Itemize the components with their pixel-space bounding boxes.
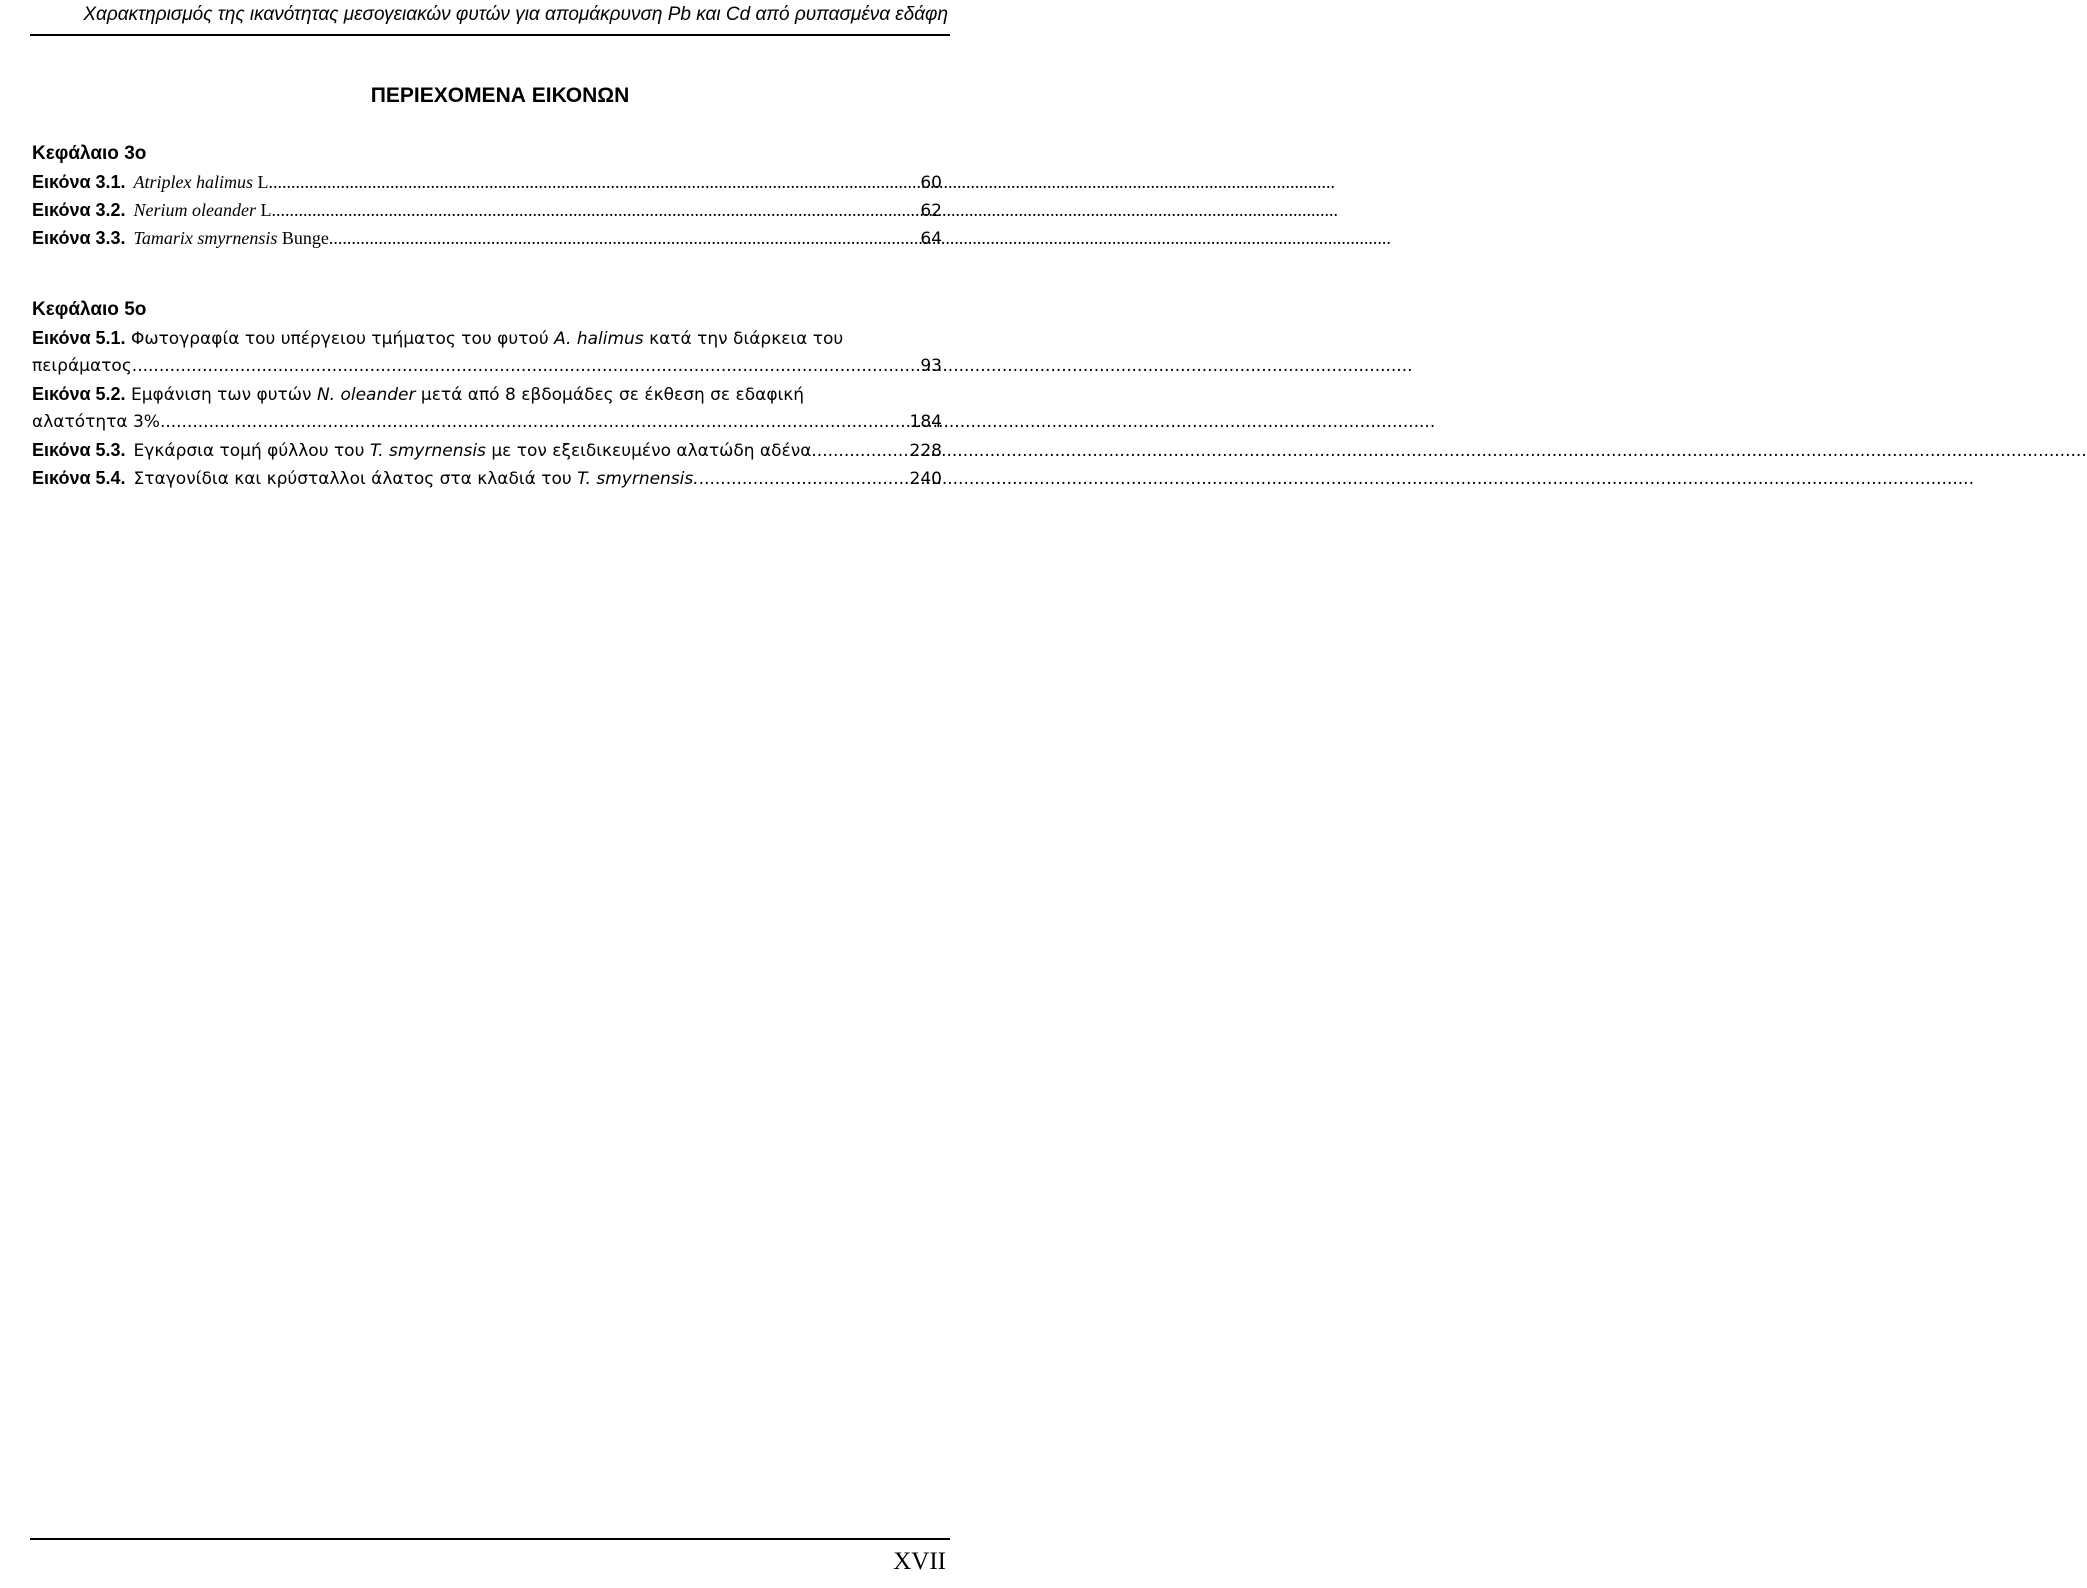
figure-label: Εικόνα 5.2. [32,384,126,404]
leader-dots [811,437,909,465]
leader-dots [160,408,910,436]
toc-entry[interactable] [32,196,942,224]
caption-text: μετά από 8 εβδομάδες σε έκθεση σε εδαφική [415,385,805,405]
chapter-heading: Κεφάλαιο 5ο [32,299,147,320]
figure-label: Εικόνα 5.4. [32,468,126,488]
page-title: ΠΕΡΙΕΧΟΜΕΝΑ ΕΙΚΟΝΩΝ [370,84,630,107]
page-ref: 93 [920,356,942,376]
page-ref: 64 [920,229,942,249]
caption-text: Εγκάρσια τομή φύλλου του [133,441,370,461]
page-ref: 228 [909,441,942,461]
page-ref: 60 [920,173,942,193]
author: Bunge [277,228,329,248]
toc-chapter-5 [32,296,942,492]
toc-entry[interactable] [32,436,942,464]
header-rule [30,34,950,36]
leader-dots [699,465,910,493]
caption-text: με τον εξειδικευμένο αλατώδη αδένα [485,441,812,461]
caption-text: Εμφάνιση των φυτών [130,385,317,405]
species-name: N. oleander [316,385,416,405]
species-name: A. halimus [554,329,644,349]
page-ref: 184 [909,412,942,432]
species-name: T. smyrnensis. [577,469,699,489]
figure-label: Εικόνα 5.1. [32,328,126,348]
species-name: Nerium oleander [133,200,257,220]
leader-dots [329,224,920,252]
caption-text: κατά την διάρκεια του [643,329,844,349]
figure-label: Εικόνα 5.3. [32,440,126,460]
page-ref: 62 [920,201,942,221]
leader-dots [137,352,920,380]
toc-entry[interactable] [32,464,942,492]
toc-entry[interactable] [32,408,942,436]
toc-chapter-3 [32,140,942,252]
toc-entry[interactable] [32,352,942,380]
chapter-heading: Κεφάλαιο 3ο [32,143,147,164]
toc-entry-line[interactable] [32,380,942,408]
figure-label: Εικόνα 3.2. [32,200,126,220]
leader-dots [276,196,920,224]
caption-text: Σταγονίδια και κρύσταλλοι άλατος στα κλαδιά του [133,469,578,489]
caption-text: Φωτογραφία του υπέργειου τμήματος του φυτού [130,329,555,349]
running-header: Χαρακτηρισμός της ικανότητας μεσογειακών φυτών για απομάκρυνση Pb και Cd από ρυπασμένα εδάφη [83,4,948,25]
caption-text: πειράματος. [32,356,138,376]
author: L. [256,200,277,220]
toc-entry-line[interactable] [32,324,942,352]
page-number: XVII [893,1548,946,1575]
toc-entry[interactable] [32,168,942,196]
species-name: Tamarix smyrnensis [133,228,278,248]
author: L. [253,172,274,192]
page-ref: 240 [909,469,942,489]
leader-dots [273,168,920,196]
figure-label: Εικόνα 3.1. [32,172,126,192]
toc-entry[interactable] [32,224,942,252]
footer-rule [30,1538,950,1540]
figure-label: Εικόνα 3.3. [32,228,126,248]
species-name: Atriplex halimus [133,172,254,192]
caption-text: αλατότητα 3% [32,412,160,432]
species-name: T. smyrnensis [369,441,486,461]
